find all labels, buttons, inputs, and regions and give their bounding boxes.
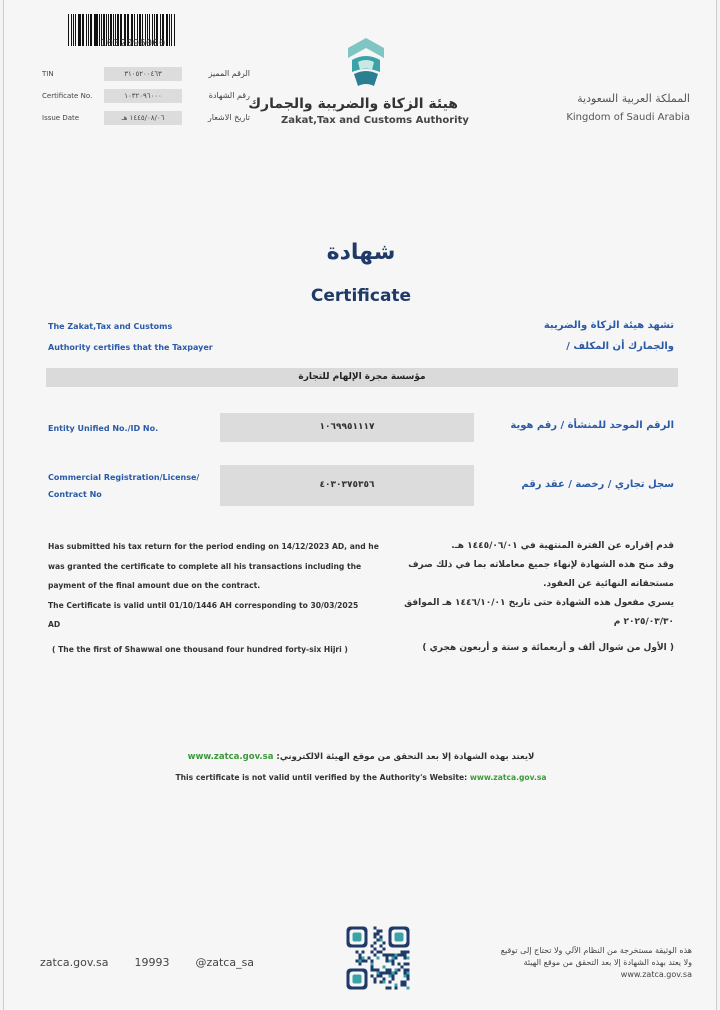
body-ar-line: ٢٠٢٥/٠٣/٣٠ م [613, 617, 674, 627]
footer-ar-line: ولا يعتد بهذه الشهادة إلا بعد التحقق من موقع الهيئة [523, 958, 692, 967]
qr-code-icon [344, 924, 412, 992]
meta-value: ١٠٣٢٠٩٦٠٠٠ [104, 89, 182, 103]
authority-name-en: Zakat,Tax and Customs Authority [281, 115, 469, 126]
taxpayer-name: مؤسسة مجرة الإلهام للتجارة [46, 368, 678, 387]
title-ar: شهادة [326, 240, 396, 265]
entity-value: ١٠٦٩٩٥١١١٧ [220, 413, 474, 442]
hijri-text-ar: ( الأول من شوال ألف و أربعمائة و ستة و أربعون هجري ) [422, 643, 674, 653]
kingdom-name-ar: المملكة العربية السعودية [577, 92, 690, 105]
verify-link-en[interactable]: www.zatca.gov.sa [469, 773, 547, 782]
cr-label-ar: سجل تجاري / رخصة / عقد رقم [521, 479, 674, 490]
body-ar-line: قدم إقراره عن الفترة المنتهية في ١٤٤٥/٠٦/٠١ هـ. [451, 541, 674, 551]
body-ar-line: وقد منح هذه الشهادة لإنهاء جميع معاملاته بما في ذلك صرف [408, 560, 674, 570]
body-en-line: was granted the certificate to complete all his transactions including the [48, 561, 362, 571]
footer-handle[interactable]: @zatca_sa [195, 956, 255, 969]
footer-phone: 19993 [134, 956, 170, 969]
meta-label-ar: رقم الشهادة [208, 91, 250, 100]
verify-text-en: This certificate is not valid until verified by the Authority's Website: [175, 773, 468, 782]
certificate-page [3, 0, 717, 1010]
body-en [48, 537, 384, 635]
footer-site[interactable]: zatca.gov.sa [40, 956, 109, 969]
meta-row-issue-date [42, 110, 252, 125]
cr-label-en-line1: Commercial Registration/License/ [48, 473, 200, 482]
body-en-line: payment of the final amount due on the contract. [48, 581, 261, 590]
certify-ar-line2: والجمارك أن المكلف / [566, 341, 674, 352]
meta-value: ٣١٠٥٢٠٠٤٦٣ [104, 67, 182, 81]
meta-label-en: Issue Date [42, 113, 80, 122]
cr-label-en-line2: Contract No [48, 490, 102, 499]
body-ar-line: مستحقاته النهائية عن العقود. [543, 579, 674, 589]
meta-label-ar: تاريخ الاشعار [207, 113, 250, 122]
body-en-line: The Certificate is valid until 01/10/1446 AH corresponding to 30/03/2025 [48, 600, 359, 610]
body-ar-line: يسري مفعول هذه الشهادة حتى تاريخ ١٤٤٦/١٠/٠١ هـ الموافق [404, 598, 674, 608]
certify-en-line2: Authority certifies that the Taxpayer [48, 343, 213, 352]
meta-label-ar: الرقم المميز [208, 69, 250, 78]
kingdom-name-en: Kingdom of Saudi Arabia [566, 112, 690, 123]
body-en-line: Has submitted his tax return for the period ending on 14/12/2023 AD, and he [48, 542, 379, 551]
barcode-number: 1032096000 [90, 38, 176, 49]
barcode-icon [68, 14, 176, 58]
meta-value: ١٤٤٥/٠٨/٠٦ هـ [104, 111, 182, 125]
cr-value: ٤٠٣٠٣٧٥٣٥٦ [220, 465, 474, 506]
verify-link-ar[interactable]: www.zatca.gov.sa [187, 752, 274, 762]
certify-ar-line1: تشهد هيئة الزكاة والضريبة [543, 320, 674, 331]
meta-label-en: TIN [42, 69, 54, 78]
body-en-line: AD [48, 620, 61, 629]
hijri-text-en: ( The the first of Shawwal one thousand four hundred forty-six Hijri ) [52, 645, 348, 654]
entity-label-en: Entity Unified No./ID No. [48, 424, 159, 433]
body-ar [404, 537, 674, 632]
authority-name-ar: هيئة الزكاة والضريبة والجمارك [248, 96, 458, 112]
certify-en-line1: The Zakat,Tax and Customs [48, 322, 173, 331]
footer-ar-line: هذه الوثيقة مستخرجة من النظام الآلي ولا تحتاج إلى توقيع [500, 946, 692, 955]
verify-text-ar: لايعتد بهذه الشهادة إلا بعد التحقق من موقع الهيئة الالكتروني: [276, 752, 535, 762]
footer-contacts [40, 956, 254, 969]
meta-row-tin [42, 66, 252, 81]
title-en: Certificate [310, 286, 412, 306]
meta-label-en: Certificate No. [42, 91, 93, 100]
verify-notice-en [4, 773, 718, 782]
meta-row-certificate-no [42, 88, 252, 103]
zatca-logo-icon [344, 36, 388, 90]
footer-ar-line: www.zatca.gov.sa [620, 970, 692, 979]
verify-notice-ar [4, 752, 718, 762]
entity-label-ar: الرقم الموحد للمنشأة / رقم هوية [510, 420, 674, 431]
footer-disclaimer-ar [501, 945, 692, 981]
